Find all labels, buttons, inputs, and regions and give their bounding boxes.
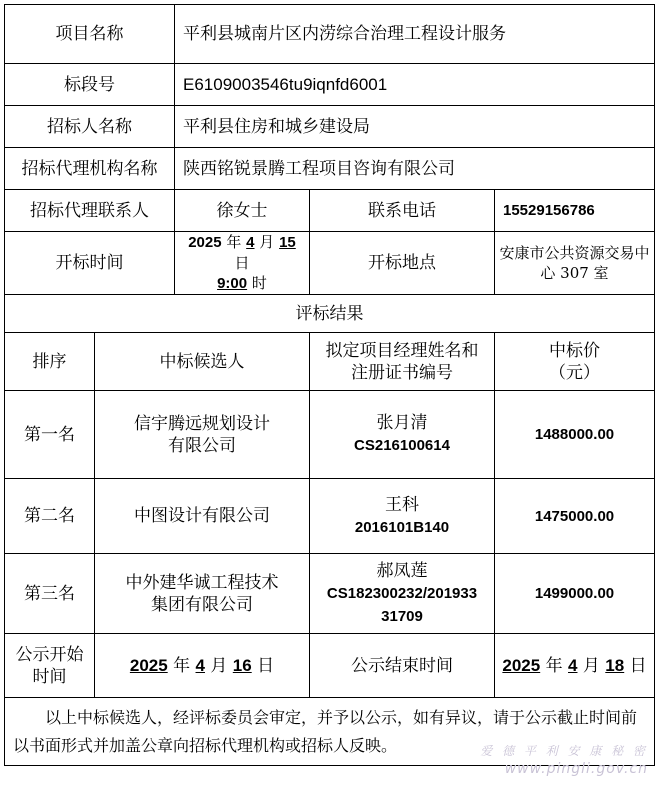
agency-label: 招标代理机构名称 [5,148,175,190]
publicity-start-date: 2025 年 4 月 16 日 [95,634,310,698]
contact-row [5,190,655,232]
opening-place: 安康市公共资源交易中心 307 室 [495,232,655,295]
tenderer-name: 平利县住房和城乡建设局 [175,106,655,148]
opening-place-label: 开标地点 [310,232,495,295]
opening-time: 2025 年 4 月 15 日 9:00 时 [175,232,310,295]
project-label: 项目名称 [5,5,175,64]
candidate-price: 1475000.00 [534,507,615,525]
price-header: 中标价 （元） [495,333,655,391]
project-name: 平利县城南片区内涝综合治理工程设计服务 [175,5,655,64]
candidate-name: 信宇腾远规划设计 有限公司 [95,391,310,479]
table-row [5,479,655,554]
bid-result-document [4,4,654,766]
candidate-name: 中图设计有限公司 [95,479,310,554]
candidate-rank: 第三名 [5,554,95,634]
candidate-rank: 第二名 [5,479,95,554]
manager-header: 拟定项目经理姓名和 注册证书编号 [310,333,495,391]
result-title-row [5,295,655,333]
candidate-header: 中标候选人 [95,333,310,391]
notice-text: 以上中标候选人，经评标委员会审定，并予以公示，如有异议，请于公示截止时间前以书面形式并加盖公章向招标代理机构或招标人反映。 [5,698,655,766]
candidate-manager: 王科 2016101B140 [310,479,495,554]
rank-header: 排序 [5,333,95,391]
contact-label: 招标代理联系人 [5,190,175,232]
section-label: 标段号 [5,64,175,106]
phone-number: 15529156786 [503,202,595,219]
candidate-rank: 第一名 [5,391,95,479]
agency-name: 陕西铭锐景腾工程项目咨询有限公司 [175,148,655,190]
candidate-price: 1499000.00 [534,585,615,602]
opening-time-label: 开标时间 [5,232,175,295]
site-watermark: 爱 德 平 利 安 康 秘 密 www.pingli.gov.cn [480,744,648,777]
candidate-manager: 郝凤莲 CS182300232/201933 31709 [310,554,495,634]
publicity-end-label: 公示结束时间 [310,634,495,698]
tenderer-label: 招标人名称 [5,106,175,148]
candidate-manager: 张月清 CS216100614 [310,391,495,479]
publicity-row [5,634,655,698]
publicity-start-label: 公示开始 时间 [5,634,95,698]
table-row [5,391,655,479]
contact-person: 徐女士 [175,190,310,232]
project-row [5,5,655,64]
candidate-name: 中外建华诚工程技术 集团有限公司 [95,554,310,634]
agency-row [5,148,655,190]
result-header-row [5,333,655,391]
publicity-end-date: 2025 年 4 月 18 日 [495,634,655,698]
bid-info-table [4,4,655,766]
opening-row [5,232,655,295]
table-row [5,554,655,634]
candidate-price: 1488000.00 [534,426,615,443]
tenderer-row [5,106,655,148]
result-title: 评标结果 [5,295,655,333]
section-number: E6109003546tu9iqnfd6001 [183,74,388,94]
phone-label: 联系电话 [310,190,495,232]
section-row [5,64,655,106]
